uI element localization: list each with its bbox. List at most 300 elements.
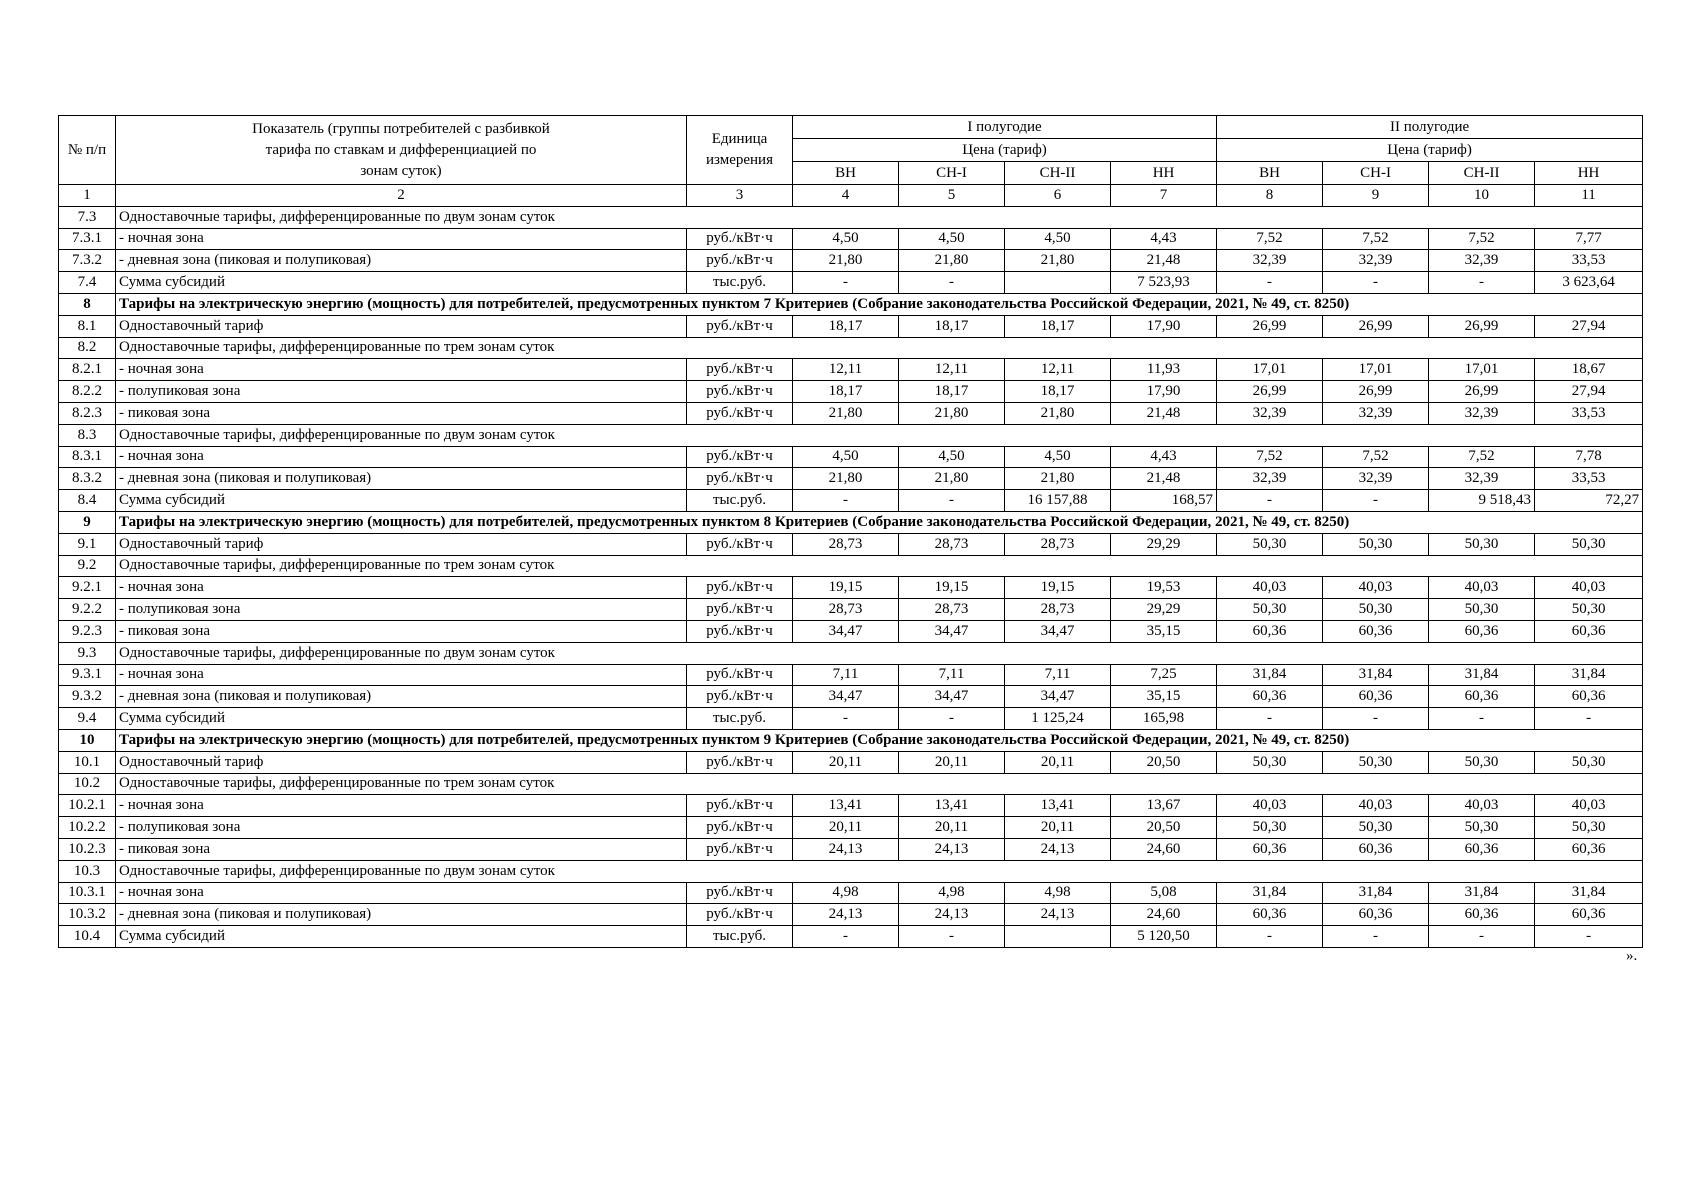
row-number: 10.2.2 bbox=[59, 817, 116, 839]
header-level: ВН bbox=[1217, 162, 1323, 185]
value-cell: 21,80 bbox=[1005, 468, 1111, 490]
row-number: 9.3.2 bbox=[59, 686, 116, 708]
value-cell: 21,80 bbox=[899, 250, 1005, 272]
group-title: Одноставочные тарифы, дифференцированные по двум зонам суток bbox=[116, 424, 1643, 446]
row-number: 9 bbox=[59, 511, 116, 533]
column-number: 6 bbox=[1005, 185, 1111, 207]
value-cell: 28,73 bbox=[793, 533, 899, 555]
row-unit: тыс.руб. bbox=[687, 272, 793, 294]
value-cell: 31,84 bbox=[1217, 882, 1323, 904]
value-cell: 31,84 bbox=[1217, 664, 1323, 686]
value-cell: 7,52 bbox=[1217, 446, 1323, 468]
value-cell: - bbox=[1429, 926, 1535, 948]
value-cell: 7,77 bbox=[1535, 228, 1643, 250]
header-level: СН-II bbox=[1429, 162, 1535, 185]
row-number: 9.4 bbox=[59, 708, 116, 730]
value-cell: 7,25 bbox=[1111, 664, 1217, 686]
value-cell: - bbox=[1323, 490, 1429, 512]
group-title: Одноставочные тарифы, дифференцированные по трем зонам суток bbox=[116, 773, 1643, 795]
value-cell: 18,17 bbox=[793, 381, 899, 403]
group-row bbox=[59, 773, 1643, 795]
header-level: СН-I bbox=[899, 162, 1005, 185]
row-unit: руб./кВт·ч bbox=[687, 882, 793, 904]
row-unit: руб./кВт·ч bbox=[687, 315, 793, 337]
value-cell: 20,11 bbox=[899, 817, 1005, 839]
value-cell: 168,57 bbox=[1111, 490, 1217, 512]
value-cell: 7,52 bbox=[1323, 446, 1429, 468]
header-level: СН-II bbox=[1005, 162, 1111, 185]
group-title: Одноставочные тарифы, дифференцированные по трем зонам суток bbox=[116, 555, 1643, 577]
row-number: 8.1 bbox=[59, 315, 116, 337]
value-cell: 31,84 bbox=[1429, 664, 1535, 686]
table-row bbox=[59, 402, 1643, 424]
value-cell: 1 125,24 bbox=[1005, 708, 1111, 730]
value-cell: 12,11 bbox=[899, 359, 1005, 381]
section-title: Тарифы на электрическую энергию (мощность) для потребителей, предусмотренных пунктом 9 Критериев (Собрание законодательства Российской Федерации, 2021, № 49, ст. 8250) bbox=[116, 729, 1643, 751]
value-cell: 18,17 bbox=[899, 381, 1005, 403]
value-cell: 24,13 bbox=[1005, 904, 1111, 926]
row-number: 10.3 bbox=[59, 860, 116, 882]
value-cell: 50,30 bbox=[1323, 599, 1429, 621]
value-cell: 24,13 bbox=[1005, 838, 1111, 860]
group-row bbox=[59, 555, 1643, 577]
value-cell: 20,11 bbox=[1005, 817, 1111, 839]
header-level: НН bbox=[1111, 162, 1217, 185]
row-unit: руб./кВт·ч bbox=[687, 795, 793, 817]
row-label: - пиковая зона bbox=[116, 402, 687, 424]
value-cell: - bbox=[1429, 272, 1535, 294]
value-cell: 50,30 bbox=[1429, 533, 1535, 555]
table-row bbox=[59, 381, 1643, 403]
value-cell: 50,30 bbox=[1323, 533, 1429, 555]
value-cell: 27,94 bbox=[1535, 315, 1643, 337]
group-row bbox=[59, 337, 1643, 359]
value-cell: - bbox=[1323, 926, 1429, 948]
row-number: 8.2.1 bbox=[59, 359, 116, 381]
value-cell: 31,84 bbox=[1429, 882, 1535, 904]
section-row bbox=[59, 293, 1643, 315]
table-row bbox=[59, 272, 1643, 294]
value-cell: 34,47 bbox=[793, 620, 899, 642]
value-cell: 20,50 bbox=[1111, 817, 1217, 839]
row-label: Одноставочный тариф bbox=[116, 533, 687, 555]
value-cell: 4,98 bbox=[1005, 882, 1111, 904]
value-cell: 18,67 bbox=[1535, 359, 1643, 381]
value-cell: 7,11 bbox=[793, 664, 899, 686]
group-row bbox=[59, 642, 1643, 664]
value-cell: 50,30 bbox=[1535, 751, 1643, 773]
row-label: - ночная зона bbox=[116, 228, 687, 250]
row-number: 7.3.1 bbox=[59, 228, 116, 250]
value-cell: 4,98 bbox=[793, 882, 899, 904]
value-cell: 28,73 bbox=[899, 533, 1005, 555]
header-half2: II полугодие bbox=[1217, 116, 1643, 139]
row-number: 10.2 bbox=[59, 773, 116, 795]
value-cell: 26,99 bbox=[1429, 315, 1535, 337]
value-cell: 72,27 bbox=[1535, 490, 1643, 512]
group-title: Одноставочные тарифы, дифференцированные по двум зонам суток bbox=[116, 860, 1643, 882]
value-cell: 31,84 bbox=[1535, 882, 1643, 904]
row-label: - ночная зона bbox=[116, 882, 687, 904]
value-cell: 60,36 bbox=[1535, 904, 1643, 926]
value-cell: 4,50 bbox=[899, 446, 1005, 468]
row-label: - ночная зона bbox=[116, 446, 687, 468]
table-row bbox=[59, 838, 1643, 860]
row-number: 10.2.1 bbox=[59, 795, 116, 817]
value-cell: 7 523,93 bbox=[1111, 272, 1217, 294]
value-cell: 4,50 bbox=[1005, 446, 1111, 468]
section-title: Тарифы на электрическую энергию (мощность) для потребителей, предусмотренных пунктом 8 Критериев (Собрание законодательства Российской Федерации, 2021, № 49, ст. 8250) bbox=[116, 511, 1643, 533]
row-label: - ночная зона bbox=[116, 359, 687, 381]
value-cell: - bbox=[1323, 272, 1429, 294]
value-cell: 50,30 bbox=[1217, 817, 1323, 839]
table-row bbox=[59, 359, 1643, 381]
value-cell: 50,30 bbox=[1217, 599, 1323, 621]
value-cell: 32,39 bbox=[1429, 468, 1535, 490]
value-cell: 20,50 bbox=[1111, 751, 1217, 773]
row-number: 7.3.2 bbox=[59, 250, 116, 272]
value-cell: 40,03 bbox=[1429, 577, 1535, 599]
row-number: 8.4 bbox=[59, 490, 116, 512]
value-cell: 18,17 bbox=[1005, 381, 1111, 403]
value-cell: 7,11 bbox=[899, 664, 1005, 686]
value-cell: - bbox=[899, 490, 1005, 512]
header-level: СН-I bbox=[1323, 162, 1429, 185]
value-cell: 60,36 bbox=[1429, 904, 1535, 926]
header-level: НН bbox=[1535, 162, 1643, 185]
row-number: 10.3.2 bbox=[59, 904, 116, 926]
row-number: 9.2.1 bbox=[59, 577, 116, 599]
value-cell: - bbox=[899, 708, 1005, 730]
row-unit: руб./кВт·ч bbox=[687, 533, 793, 555]
row-unit: руб./кВт·ч bbox=[687, 599, 793, 621]
value-cell: 26,99 bbox=[1429, 381, 1535, 403]
table-row bbox=[59, 468, 1643, 490]
row-label: Сумма субсидий bbox=[116, 272, 687, 294]
column-number: 7 bbox=[1111, 185, 1217, 207]
header-level: ВН bbox=[793, 162, 899, 185]
row-number: 10.2.3 bbox=[59, 838, 116, 860]
value-cell: 60,36 bbox=[1217, 620, 1323, 642]
header-price2: Цена (тариф) bbox=[1217, 139, 1643, 162]
header-indicator: Показатель (группы потребителей с разбивкой тарифа по ставкам и дифференциацией по зонам суток) bbox=[116, 116, 687, 185]
value-cell: 11,93 bbox=[1111, 359, 1217, 381]
table-row bbox=[59, 250, 1643, 272]
row-label: - полупиковая зона bbox=[116, 817, 687, 839]
table-row bbox=[59, 533, 1643, 555]
row-unit: руб./кВт·ч bbox=[687, 250, 793, 272]
table-row bbox=[59, 751, 1643, 773]
column-number: 2 bbox=[116, 185, 687, 207]
closing-mark: ». bbox=[1626, 948, 1638, 964]
value-cell: 32,39 bbox=[1323, 468, 1429, 490]
row-number: 8.2.2 bbox=[59, 381, 116, 403]
value-cell: 21,80 bbox=[1005, 250, 1111, 272]
value-cell: - bbox=[1217, 708, 1323, 730]
row-unit: руб./кВт·ч bbox=[687, 817, 793, 839]
value-cell: 13,41 bbox=[899, 795, 1005, 817]
column-number: 11 bbox=[1535, 185, 1643, 207]
value-cell: 18,17 bbox=[1005, 315, 1111, 337]
value-cell: 7,52 bbox=[1429, 228, 1535, 250]
value-cell: 32,39 bbox=[1429, 250, 1535, 272]
row-unit: руб./кВт·ч bbox=[687, 359, 793, 381]
value-cell: 20,11 bbox=[899, 751, 1005, 773]
value-cell: 60,36 bbox=[1429, 838, 1535, 860]
value-cell: 21,80 bbox=[899, 468, 1005, 490]
header-num: № п/п bbox=[59, 116, 116, 185]
value-cell: - bbox=[899, 272, 1005, 294]
value-cell: 4,50 bbox=[899, 228, 1005, 250]
header-price1: Цена (тариф) bbox=[793, 139, 1217, 162]
group-title: Одноставочные тарифы, дифференцированные по двум зонам суток bbox=[116, 206, 1643, 228]
row-number: 9.3 bbox=[59, 642, 116, 664]
value-cell: 60,36 bbox=[1217, 838, 1323, 860]
value-cell: 5 120,50 bbox=[1111, 926, 1217, 948]
group-title: Одноставочные тарифы, дифференцированные по двум зонам суток bbox=[116, 642, 1643, 664]
row-label: Одноставочный тариф bbox=[116, 315, 687, 337]
value-cell: 17,90 bbox=[1111, 315, 1217, 337]
value-cell: 60,36 bbox=[1323, 838, 1429, 860]
value-cell: 12,11 bbox=[793, 359, 899, 381]
row-number: 8.3 bbox=[59, 424, 116, 446]
table-row bbox=[59, 577, 1643, 599]
column-number: 8 bbox=[1217, 185, 1323, 207]
value-cell: 50,30 bbox=[1217, 533, 1323, 555]
table-row bbox=[59, 664, 1643, 686]
row-number: 9.3.1 bbox=[59, 664, 116, 686]
value-cell: 33,53 bbox=[1535, 402, 1643, 424]
value-cell: 4,50 bbox=[793, 228, 899, 250]
value-cell: 34,47 bbox=[1005, 620, 1111, 642]
value-cell: 5,08 bbox=[1111, 882, 1217, 904]
value-cell: 32,39 bbox=[1429, 402, 1535, 424]
value-cell: 34,47 bbox=[899, 686, 1005, 708]
value-cell: 32,39 bbox=[1323, 250, 1429, 272]
table-header bbox=[59, 116, 1643, 207]
table-row bbox=[59, 817, 1643, 839]
value-cell: 60,36 bbox=[1429, 620, 1535, 642]
value-cell: 31,84 bbox=[1323, 882, 1429, 904]
value-cell: 29,29 bbox=[1111, 599, 1217, 621]
value-cell: 7,52 bbox=[1323, 228, 1429, 250]
value-cell: 33,53 bbox=[1535, 468, 1643, 490]
value-cell: 60,36 bbox=[1217, 686, 1323, 708]
value-cell: 32,39 bbox=[1217, 402, 1323, 424]
row-number: 9.2.3 bbox=[59, 620, 116, 642]
value-cell bbox=[1005, 926, 1111, 948]
value-cell: 60,36 bbox=[1217, 904, 1323, 926]
row-unit: руб./кВт·ч bbox=[687, 904, 793, 926]
column-number: 4 bbox=[793, 185, 899, 207]
value-cell: 40,03 bbox=[1429, 795, 1535, 817]
value-cell: 16 157,88 bbox=[1005, 490, 1111, 512]
row-unit: руб./кВт·ч bbox=[687, 468, 793, 490]
value-cell: 60,36 bbox=[1429, 686, 1535, 708]
table-row bbox=[59, 904, 1643, 926]
row-label: - дневная зона (пиковая и полупиковая) bbox=[116, 250, 687, 272]
column-number: 1 bbox=[59, 185, 116, 207]
value-cell: 26,99 bbox=[1217, 315, 1323, 337]
value-cell: 40,03 bbox=[1323, 795, 1429, 817]
row-number: 9.2.2 bbox=[59, 599, 116, 621]
row-label: - полупиковая зона bbox=[116, 381, 687, 403]
row-number: 9.2 bbox=[59, 555, 116, 577]
value-cell: - bbox=[1217, 490, 1323, 512]
value-cell: 40,03 bbox=[1535, 577, 1643, 599]
table-row bbox=[59, 686, 1643, 708]
row-unit: руб./кВт·ч bbox=[687, 577, 793, 599]
row-number: 8.3.2 bbox=[59, 468, 116, 490]
value-cell: 35,15 bbox=[1111, 686, 1217, 708]
value-cell: 7,52 bbox=[1429, 446, 1535, 468]
value-cell: 24,13 bbox=[899, 904, 1005, 926]
value-cell: 18,17 bbox=[793, 315, 899, 337]
value-cell: 60,36 bbox=[1323, 904, 1429, 926]
value-cell: 24,13 bbox=[793, 904, 899, 926]
value-cell: 19,15 bbox=[1005, 577, 1111, 599]
column-number: 10 bbox=[1429, 185, 1535, 207]
value-cell: 50,30 bbox=[1217, 751, 1323, 773]
table-row bbox=[59, 926, 1643, 948]
value-cell: - bbox=[1535, 926, 1643, 948]
row-unit: руб./кВт·ч bbox=[687, 381, 793, 403]
row-unit: руб./кВт·ч bbox=[687, 228, 793, 250]
value-cell: 28,73 bbox=[899, 599, 1005, 621]
table-row bbox=[59, 882, 1643, 904]
tariff-table bbox=[58, 115, 1643, 948]
row-label: - дневная зона (пиковая и полупиковая) bbox=[116, 686, 687, 708]
row-number: 8.2 bbox=[59, 337, 116, 359]
row-label: - ночная зона bbox=[116, 664, 687, 686]
table-row bbox=[59, 228, 1643, 250]
table-row bbox=[59, 708, 1643, 730]
row-label: - ночная зона bbox=[116, 577, 687, 599]
value-cell: 7,78 bbox=[1535, 446, 1643, 468]
value-cell: 40,03 bbox=[1535, 795, 1643, 817]
value-cell: 13,41 bbox=[1005, 795, 1111, 817]
value-cell: - bbox=[1217, 926, 1323, 948]
row-label: Одноставочный тариф bbox=[116, 751, 687, 773]
row-label: Сумма субсидий bbox=[116, 708, 687, 730]
value-cell: 26,99 bbox=[1323, 315, 1429, 337]
row-number: 10.1 bbox=[59, 751, 116, 773]
row-unit: руб./кВт·ч bbox=[687, 686, 793, 708]
value-cell: 26,99 bbox=[1323, 381, 1429, 403]
value-cell: 19,53 bbox=[1111, 577, 1217, 599]
value-cell: 50,30 bbox=[1535, 817, 1643, 839]
value-cell: 3 623,64 bbox=[1535, 272, 1643, 294]
value-cell: - bbox=[1429, 708, 1535, 730]
value-cell: 13,41 bbox=[793, 795, 899, 817]
value-cell: 20,11 bbox=[793, 817, 899, 839]
row-label: - пиковая зона bbox=[116, 620, 687, 642]
value-cell: 29,29 bbox=[1111, 533, 1217, 555]
value-cell bbox=[1005, 272, 1111, 294]
value-cell: 21,80 bbox=[793, 250, 899, 272]
value-cell: 20,11 bbox=[793, 751, 899, 773]
row-label: - дневная зона (пиковая и полупиковая) bbox=[116, 468, 687, 490]
row-unit: тыс.руб. bbox=[687, 708, 793, 730]
group-row bbox=[59, 860, 1643, 882]
value-cell: - bbox=[1217, 272, 1323, 294]
header-half1: I полугодие bbox=[793, 116, 1217, 139]
value-cell: 28,73 bbox=[1005, 533, 1111, 555]
value-cell: 50,30 bbox=[1535, 599, 1643, 621]
value-cell: 4,43 bbox=[1111, 228, 1217, 250]
value-cell: 60,36 bbox=[1323, 686, 1429, 708]
row-label: - полупиковая зона bbox=[116, 599, 687, 621]
table-row bbox=[59, 795, 1643, 817]
row-unit: тыс.руб. bbox=[687, 926, 793, 948]
value-cell: 13,67 bbox=[1111, 795, 1217, 817]
row-label: Сумма субсидий bbox=[116, 490, 687, 512]
value-cell: 40,03 bbox=[1217, 795, 1323, 817]
row-unit: руб./кВт·ч bbox=[687, 402, 793, 424]
value-cell: 50,30 bbox=[1323, 751, 1429, 773]
value-cell: 32,39 bbox=[1217, 468, 1323, 490]
row-number: 8 bbox=[59, 293, 116, 315]
group-title: Одноставочные тарифы, дифференцированные по трем зонам суток bbox=[116, 337, 1643, 359]
value-cell: 21,80 bbox=[793, 402, 899, 424]
section-row bbox=[59, 729, 1643, 751]
row-number: 8.3.1 bbox=[59, 446, 116, 468]
value-cell: 21,48 bbox=[1111, 402, 1217, 424]
value-cell: 50,30 bbox=[1535, 533, 1643, 555]
value-cell: 60,36 bbox=[1323, 620, 1429, 642]
value-cell: 17,90 bbox=[1111, 381, 1217, 403]
row-label: Сумма субсидий bbox=[116, 926, 687, 948]
value-cell: 31,84 bbox=[1323, 664, 1429, 686]
value-cell: 21,48 bbox=[1111, 468, 1217, 490]
value-cell: 28,73 bbox=[793, 599, 899, 621]
row-label: - пиковая зона bbox=[116, 838, 687, 860]
value-cell: 21,80 bbox=[899, 402, 1005, 424]
section-row bbox=[59, 511, 1643, 533]
row-unit: руб./кВт·ч bbox=[687, 446, 793, 468]
value-cell: 24,60 bbox=[1111, 838, 1217, 860]
row-label: - дневная зона (пиковая и полупиковая) bbox=[116, 904, 687, 926]
value-cell: 28,73 bbox=[1005, 599, 1111, 621]
value-cell: 34,47 bbox=[899, 620, 1005, 642]
table-row bbox=[59, 446, 1643, 468]
row-number: 8.2.3 bbox=[59, 402, 116, 424]
value-cell: 165,98 bbox=[1111, 708, 1217, 730]
value-cell: - bbox=[793, 490, 899, 512]
value-cell: 34,47 bbox=[1005, 686, 1111, 708]
value-cell: 12,11 bbox=[1005, 359, 1111, 381]
value-cell: - bbox=[793, 272, 899, 294]
value-cell: 17,01 bbox=[1217, 359, 1323, 381]
value-cell: 24,13 bbox=[899, 838, 1005, 860]
value-cell: 60,36 bbox=[1535, 620, 1643, 642]
value-cell: - bbox=[899, 926, 1005, 948]
column-number: 5 bbox=[899, 185, 1005, 207]
value-cell: 9 518,43 bbox=[1429, 490, 1535, 512]
value-cell: 7,52 bbox=[1217, 228, 1323, 250]
value-cell: 26,99 bbox=[1217, 381, 1323, 403]
value-cell: 31,84 bbox=[1535, 664, 1643, 686]
value-cell: 24,13 bbox=[793, 838, 899, 860]
value-cell: 19,15 bbox=[899, 577, 1005, 599]
value-cell: 4,98 bbox=[899, 882, 1005, 904]
group-row bbox=[59, 424, 1643, 446]
table-body bbox=[59, 206, 1643, 947]
value-cell: 50,30 bbox=[1323, 817, 1429, 839]
value-cell: 32,39 bbox=[1323, 402, 1429, 424]
value-cell: 60,36 bbox=[1535, 686, 1643, 708]
value-cell: 34,47 bbox=[793, 686, 899, 708]
